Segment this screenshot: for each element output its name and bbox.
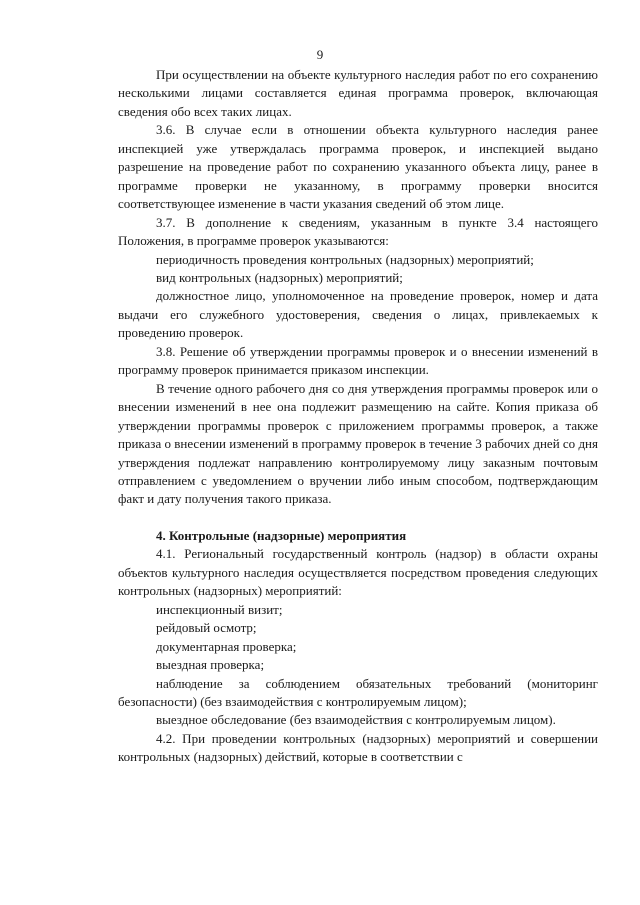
list-item: документарная проверка;: [156, 638, 297, 654]
page-number: 9: [316, 47, 324, 62]
list-item: периодичность проведения контрольных (надзорных) мероприятий;: [156, 251, 534, 267]
paragraph-4-1: 4.1. Региональный государственный контроль (надзор) в области охраны объектов культурного наследия осуществляется посредством проведения следующих контрольных (надзорных) мероприятий:: [118, 546, 598, 599]
list-item: рейдовый осмотр;: [156, 620, 257, 636]
paragraph-3-7: 3.7. В дополнение к сведениям, указанным в пункте 3.4 настоящего Положения, в программе проверок указываются:: [118, 214, 598, 249]
section-heading: 4. Контрольные (надзорные) мероприятия: [156, 527, 407, 543]
paragraph-3-6: 3.6. В случае если в отношении объекта культурного наследия ранее инспекцией уже утверждалась программа проверок, и инспекцией выдано разрешение на проведение работ по сохранению указанного объекта лицу, ранее в программе проверки не указанному, в программу проверки вносится соответствующее изменение в части указания сведений об этом лице.: [118, 122, 598, 212]
list-item: вид контрольных (надзорных) мероприятий;: [156, 269, 403, 285]
list-item: наблюдение за соблюдением обязательных требований (мониторинг безопасности) (без взаимодействия с контролируемым лицом);: [118, 675, 598, 709]
list-item: выездная проверка;: [156, 657, 265, 673]
document-body: [118, 66, 598, 767]
paragraph-4-2: 4.2. При проведении контрольных (надзорных) мероприятий и совершении контрольных (надзорных) действий, которые в соответствии с: [118, 730, 598, 765]
paragraph-3-8: 3.8. Решение об утверждении программы проверок и о внесении изменений в программу проверок принимается приказом инспекции.: [118, 343, 598, 378]
paragraph: В течение одного рабочего дня со дня утверждения программы проверок или о внесении изменений в нее она подлежит размещению на сайте. Копия приказа об утверждении программы проверок с приложением программы проверок, а также приказа о внесении изменений в программу проверок в течение 3 рабочих дней со дня утверждения подлежат направлению контролируемому лицу заказным почтовым отправлением с уведомлением о вручении либо иным способом, подтверждающим факт и дату получения такого приказа.: [118, 380, 598, 507]
paragraph: При осуществлении на объекте культурного наследия работ по его сохранению несколькими лицами составляется единая программа проверок, включающая сведения обо всех таких лицах.: [118, 67, 598, 119]
list-item: должностное лицо, уполномоченное на проведение проверок, номер и дата выдачи его служебного удостоверения, сведения о лицах, привлекаемых к проведению проверок.: [118, 288, 598, 341]
list-item: выездное обследование (без взаимодействия с контролируемым лицом).: [156, 712, 556, 728]
list-item: инспекционный визит;: [156, 601, 283, 617]
